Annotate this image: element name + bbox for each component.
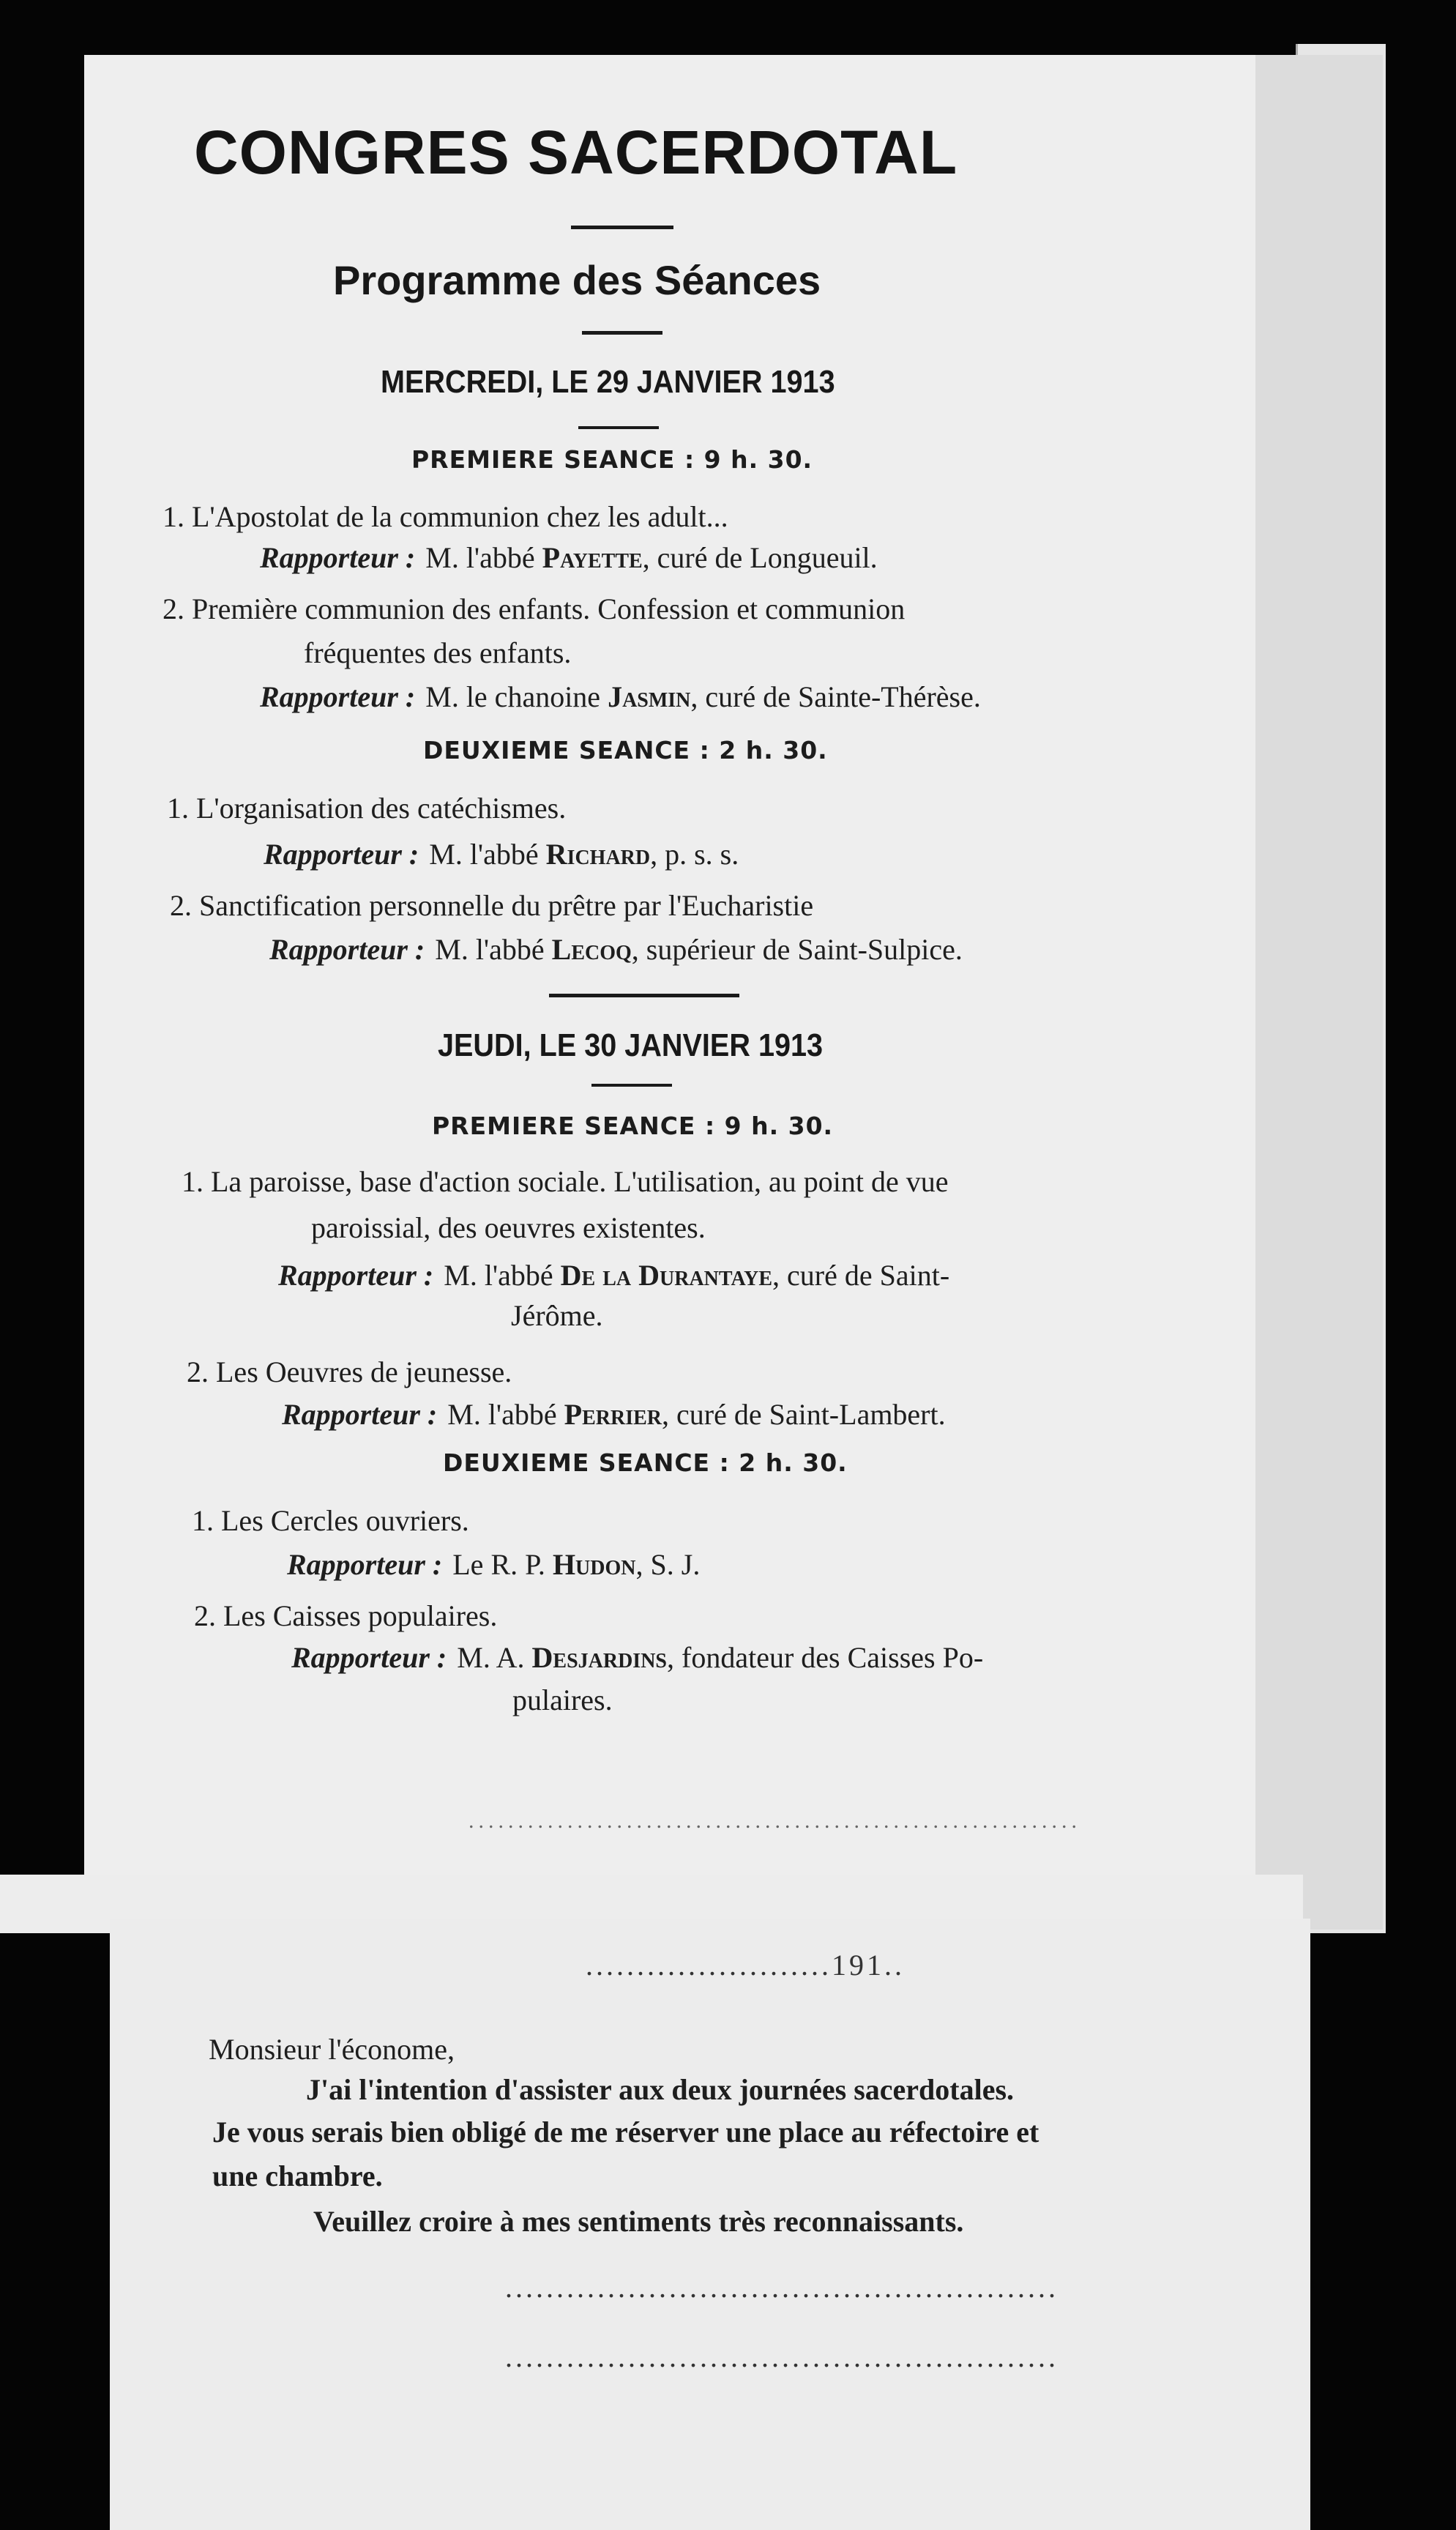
rapporteur-label: Rapporteur : — [260, 541, 416, 574]
item-text: Sanctification personnelle du prêtre par l'Eucharistie — [199, 889, 814, 922]
session-heading: DEUXIEME SEANCE : 2 h. 30. — [423, 736, 828, 764]
agenda-item — [163, 592, 905, 626]
rapporteur-continued: Jérôme. — [511, 1299, 603, 1332]
item-number: 2. — [170, 889, 192, 922]
agenda-item — [187, 1355, 512, 1389]
rapporteur-label: Rapporteur : — [269, 933, 425, 966]
rapporteur-name: De la Durantaye — [560, 1259, 773, 1292]
rapporteur-line — [269, 932, 963, 967]
rapporteur-line — [260, 680, 981, 714]
item-number: 1. — [167, 792, 189, 825]
rapporteur-role: , curé de Saint- — [772, 1259, 950, 1292]
rapporteur-role: , curé de Sainte-Thérèse. — [690, 680, 981, 713]
rapporteur-title: M. l'abbé — [447, 1398, 557, 1431]
rapporteur-role: , S. J. — [635, 1548, 701, 1581]
rapporteur-name: Jasmin — [608, 680, 691, 713]
item-number: 1. — [163, 500, 184, 533]
item-text: Les Caisses populaires. — [223, 1599, 498, 1632]
rapporteur-role: , curé de Longueuil. — [642, 541, 878, 574]
item-number: 2. — [187, 1355, 209, 1388]
agenda-item — [194, 1599, 497, 1633]
rapporteur-name: Desjardins — [531, 1641, 667, 1674]
rapporteur-label: Rapporteur : — [278, 1259, 434, 1292]
rapporteur-line — [282, 1397, 946, 1432]
rapporteur-title: M. l'abbé — [444, 1259, 553, 1292]
item-number: 1. — [192, 1504, 214, 1537]
rapporteur-title: M. l'abbé — [425, 541, 535, 574]
item-text: Les Oeuvres de jeunesse. — [216, 1355, 512, 1388]
item-number: 1. — [182, 1165, 204, 1198]
item-text: L'organisation des catéchismes. — [196, 792, 567, 825]
rapporteur-label: Rapporteur : — [291, 1641, 447, 1674]
rapporteur-role: , supérieur de Saint-Sulpice. — [631, 933, 963, 966]
rapporteur-line — [260, 540, 878, 575]
session-heading: PREMIERE SEANCE : 9 h. 30. — [411, 445, 813, 474]
slip-body-line: une chambre. — [212, 2159, 383, 2192]
rapporteur-name: Payette — [542, 541, 643, 574]
rapporteur-name: Perrier — [564, 1398, 662, 1431]
rapporteur-line — [291, 1640, 983, 1675]
slip-body-line: Je vous serais bien obligé de me réserver une place au réfectoire et — [212, 2116, 1039, 2148]
item-number: 2. — [163, 592, 184, 625]
rapporteur-line — [278, 1258, 949, 1292]
rapporteur-continued: pulaires. — [512, 1683, 613, 1716]
rapporteur-title: M. A. — [457, 1641, 525, 1674]
item-text: Première communion des enfants. Confession et communion — [192, 592, 906, 625]
agenda-item — [192, 1503, 469, 1538]
rapporteur-title: M. l'abbé — [429, 838, 539, 871]
rapporteur-role: , p. s. s. — [650, 838, 739, 871]
rapporteur-title: Le R. P. — [452, 1548, 545, 1581]
signature-line: ...................................................... — [505, 2271, 1059, 2304]
session-heading: DEUXIEME SEANCE : 2 h. 30. — [443, 1448, 848, 1477]
item-text-continued: fréquentes des enfants. — [304, 636, 572, 669]
item-text: Les Cercles ouvriers. — [221, 1504, 469, 1537]
rapporteur-label: Rapporteur : — [260, 680, 416, 713]
divider — [591, 1084, 672, 1087]
day-heading: JEUDI, LE 30 JANVIER 1913 — [438, 1027, 824, 1063]
agenda-item — [170, 888, 813, 923]
back-sheet — [1252, 55, 1383, 1930]
rapporteur-name: Richard — [545, 838, 651, 871]
rapporteur-title: M. le chanoine — [425, 680, 601, 713]
salutation: Monsieur l'économe, — [209, 2033, 455, 2066]
agenda-item — [167, 791, 566, 825]
slip-body-line: J'ai l'intention d'assister aux deux journées sacerdotales. — [306, 2073, 1015, 2106]
agenda-item — [163, 499, 728, 534]
item-number: 2. — [194, 1599, 216, 1632]
session-heading: PREMIERE SEANCE : 9 h. 30. — [432, 1112, 834, 1140]
date-line: ........................191.. — [586, 1949, 905, 1982]
slip-closing: Veuillez croire à mes sentiments très reconnaissants. — [313, 2205, 964, 2238]
rapporteur-label: Rapporteur : — [287, 1548, 443, 1581]
rapporteur-name: Lecoq — [551, 933, 632, 966]
perforation-line: .............................................................. — [468, 1809, 1081, 1833]
divider — [582, 331, 662, 335]
day-heading: MERCREDI, LE 29 JANVIER 1913 — [381, 364, 835, 400]
agenda-item — [182, 1164, 948, 1199]
rapporteur-name: Hudon — [552, 1548, 636, 1581]
signature-line: ...................................................... — [505, 2340, 1059, 2373]
item-text: L'Apostolat de la communion chez les adult... — [192, 500, 728, 533]
rapporteur-line — [264, 837, 739, 871]
document-subtitle: Programme des Séances — [333, 257, 821, 303]
divider — [571, 226, 673, 229]
rapporteur-role: , fondateur des Caisses Po- — [667, 1641, 984, 1674]
item-text: La paroisse, base d'action sociale. L'utilisation, au point de vue — [211, 1165, 949, 1198]
document-title: CONGRES SACERDOTAL — [194, 118, 958, 187]
divider — [578, 426, 659, 429]
rapporteur-label: Rapporteur : — [282, 1398, 438, 1431]
item-text-continued: paroissial, des oeuvres existentes. — [311, 1211, 706, 1244]
day-divider — [549, 994, 739, 997]
rapporteur-line — [287, 1547, 700, 1582]
rapporteur-role: , curé de Saint-Lambert. — [662, 1398, 946, 1431]
rapporteur-title: M. l'abbé — [435, 933, 545, 966]
rapporteur-label: Rapporteur : — [264, 838, 419, 871]
